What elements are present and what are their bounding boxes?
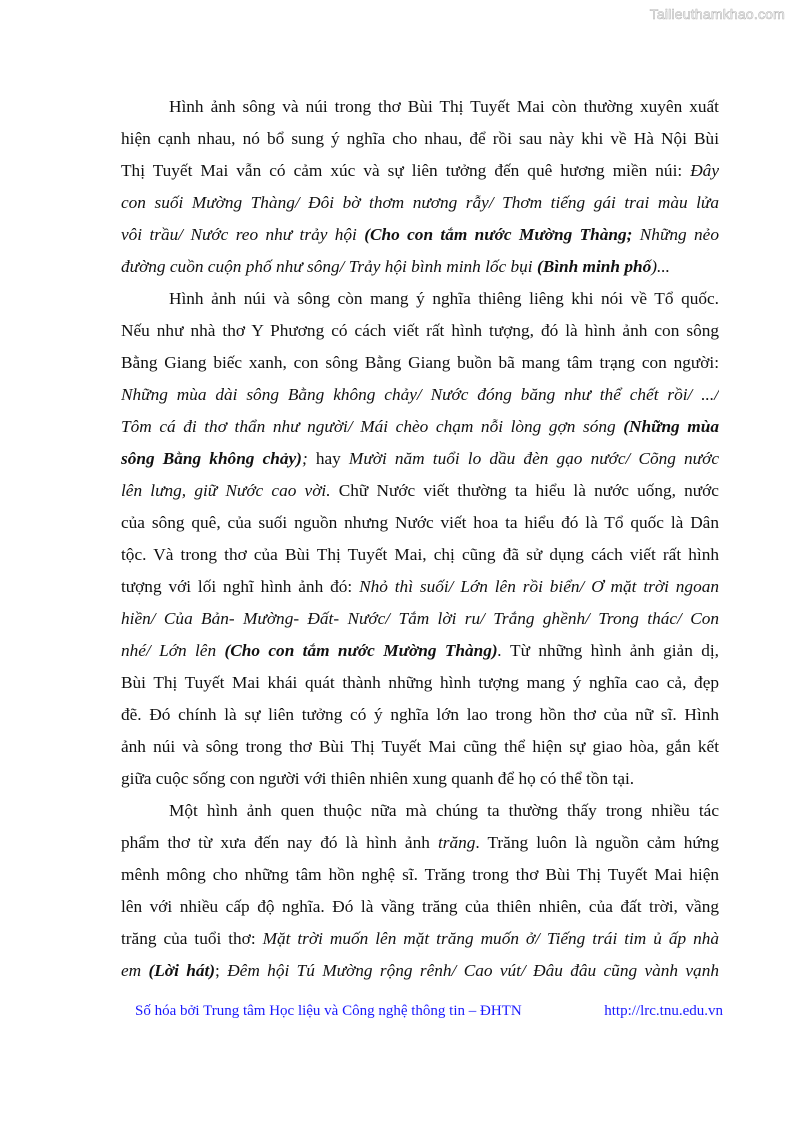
text-run: Nếu như nhà thơ Y Phương có cách viết rất hình tượng, đó là hình ảnh con sông (121, 321, 719, 340)
poem-quote: )... (651, 257, 670, 276)
text-run: giữa cuộc sống con người với thiên nhiên xung quanh để họ có thể tồn tại. (121, 769, 635, 788)
text-line (121, 283, 719, 315)
poem-quote: nhé/ Lớn lên (121, 641, 225, 660)
text-run: phẩm thơ từ xưa đến nay đó là hình ảnh (121, 833, 438, 852)
poem-title: (Cho con tắm nước Mường Thàng; (364, 225, 633, 244)
text-run: tộc. Và trong thơ của Bùi Thị Tuyết Mai, chị cũng đã sử dụng cách viết rất hình (121, 545, 719, 564)
poem-quote: con suối Mường Thàng/ Đôi bờ thơm nương rẫy/ Thơm tiếng gái trai màu lửa (121, 193, 719, 212)
poem-title: (Cho con tắm nước Mường Thàng) (224, 641, 498, 660)
text-line (121, 731, 719, 763)
poem-quote: lên lưng, giữ Nước cao vời. (121, 481, 331, 500)
text-run: lên với nhiều cấp độ nghĩa. Đó là vầng trăng của thiên nhiên, của đất trời, vầng (121, 897, 719, 916)
text-line (121, 795, 719, 827)
footer-credit: Số hóa bởi Trung tâm Học liệu và Công nghệ thông tin – ĐHTN (135, 1003, 522, 1019)
text-run: Một hình ảnh quen thuộc nữa mà chúng ta thường thấy trong nhiều tác (169, 801, 719, 820)
poem-title: (Lời hát) (148, 961, 216, 980)
text-line (121, 763, 719, 795)
text-line (121, 315, 719, 347)
poem-quote: Đây (690, 161, 719, 180)
text-line (121, 667, 719, 699)
text-line (121, 379, 719, 411)
text-line (121, 347, 719, 379)
text-line (121, 123, 719, 155)
paragraph (121, 283, 719, 795)
text-run: hay (307, 449, 349, 468)
text-line (121, 635, 719, 667)
text-run: của sông quê, của suối nguồn nhưng Nước viết hoa ta hiểu đó là Tổ quốc là Dân (121, 513, 719, 532)
text-line (121, 443, 719, 475)
paragraph (121, 91, 719, 283)
text-run: Từ những hình ảnh giản dị, (501, 641, 719, 660)
text-line (121, 699, 719, 731)
poem-quote: hiền/ Của Bản- Mường- Đất- Nước/ Tắm lời ru/ Trắng ghềnh/ Trong thác/ Con (121, 609, 719, 628)
poem-quote: trăng (437, 833, 476, 852)
text-run: tượng với lối nghĩ hình ảnh đó: (121, 577, 360, 596)
text-line (121, 539, 719, 571)
footer-url-link[interactable]: http://lrc.tnu.edu.vn (604, 1003, 723, 1019)
poem-quote: em (121, 961, 149, 980)
text-run: đẽ. Đó chính là sự liên tưởng có ý nghĩa lớn lao trong hồn thơ của nữ sĩ. Hình (121, 705, 719, 724)
text-run: ; (215, 961, 228, 980)
text-run: mênh mông cho những tâm hồn nghệ sĩ. Trăng trong thơ Bùi Thị Tuyết Mai hiện (121, 865, 719, 884)
text-line (121, 91, 719, 123)
text-run: Hình ảnh núi và sông còn mang ý nghĩa thiêng liêng khi nói về Tổ quốc. (169, 289, 719, 308)
poem-quote: Đêm hội Tú Mường rộng rênh/ Cao vút/ Đâu đâu cũng vành vạnh (227, 961, 719, 980)
poem-quote: Những nẻo (632, 225, 719, 244)
text-line (121, 571, 719, 603)
text-line (121, 507, 719, 539)
text-run: Hình ảnh sông và núi trong thơ Bùi Thị Tuyết Mai còn thường xuyên xuất (169, 97, 719, 116)
poem-quote: Mười năm tuổi lo dầu đèn gạo nước/ Cõng nước (348, 449, 719, 468)
text-run: . Trăng luôn là nguồn cảm hứng (475, 833, 719, 852)
text-line (121, 187, 719, 219)
text-run: hiện cạnh nhau, nó bổ sung ý nghĩa cho nhau, để rồi sau này khi về Hà Nội Bùi (121, 129, 719, 148)
text-run: Bùi Thị Tuyết Mai khái quát thành những hình tượng mang ý nghĩa cao cả, đẹp (121, 673, 719, 692)
text-line (121, 251, 719, 283)
text-line (121, 859, 719, 891)
poem-quote: Những mùa dài sông Bằng không chảy/ Nước đóng băng như thể chết rồi/ .../ (121, 385, 719, 404)
text-run: trăng của tuổi thơ: (121, 929, 263, 948)
text-run: Chữ Nước viết thường ta hiểu là nước uống, nước (330, 481, 719, 500)
paragraph (121, 795, 719, 987)
text-line (121, 827, 719, 859)
text-run: Bằng Giang biếc xanh, con sông Bằng Giang buồn bã mang tâm trạng con người: (121, 353, 719, 372)
poem-quote: đường cuồn cuộn phố như sông/ Trảy hội bình minh lốc bụi (121, 257, 537, 276)
text-line (121, 955, 719, 987)
text-line (121, 411, 719, 443)
poem-quote: Nhỏ thì suối/ Lớn lên rồi biển/ Ơ mặt trời ngoan (359, 577, 719, 596)
text-run: Thị Tuyết Mai vẫn có cảm xúc và sự liên tưởng đến quê hương miền núi: (121, 161, 691, 180)
text-run: ảnh núi và sông trong thơ Bùi Thị Tuyết Mai cũng thể hiện sự giao hòa, gắn kết (121, 737, 719, 756)
poem-quote: vôi trầu/ Nước reo như trảy hội (121, 225, 365, 244)
poem-title: (Những mùa (623, 417, 719, 436)
poem-quote: Mặt trời muốn lên mặt trăng muốn ở/ Tiếng trái tim ủ ấp nhà (262, 929, 719, 948)
watermark-text: Tailieuthamkhao.com (649, 6, 785, 22)
text-line (121, 923, 719, 955)
poem-quote: Tôm cá đi thơ thẩn như người/ Mái chèo chạm nỗi lòng gợn sóng (121, 417, 624, 436)
poem-quote: . (497, 641, 502, 660)
text-line (121, 475, 719, 507)
poem-title: sông Bằng không chảy) (121, 449, 302, 468)
poem-quote: ; (301, 449, 308, 468)
page-footer (135, 1003, 723, 1020)
text-line (121, 219, 719, 251)
text-line (121, 155, 719, 187)
text-line (121, 891, 719, 923)
document-body (121, 91, 719, 987)
poem-title: (Bình minh phố (536, 257, 652, 276)
text-line (121, 603, 719, 635)
